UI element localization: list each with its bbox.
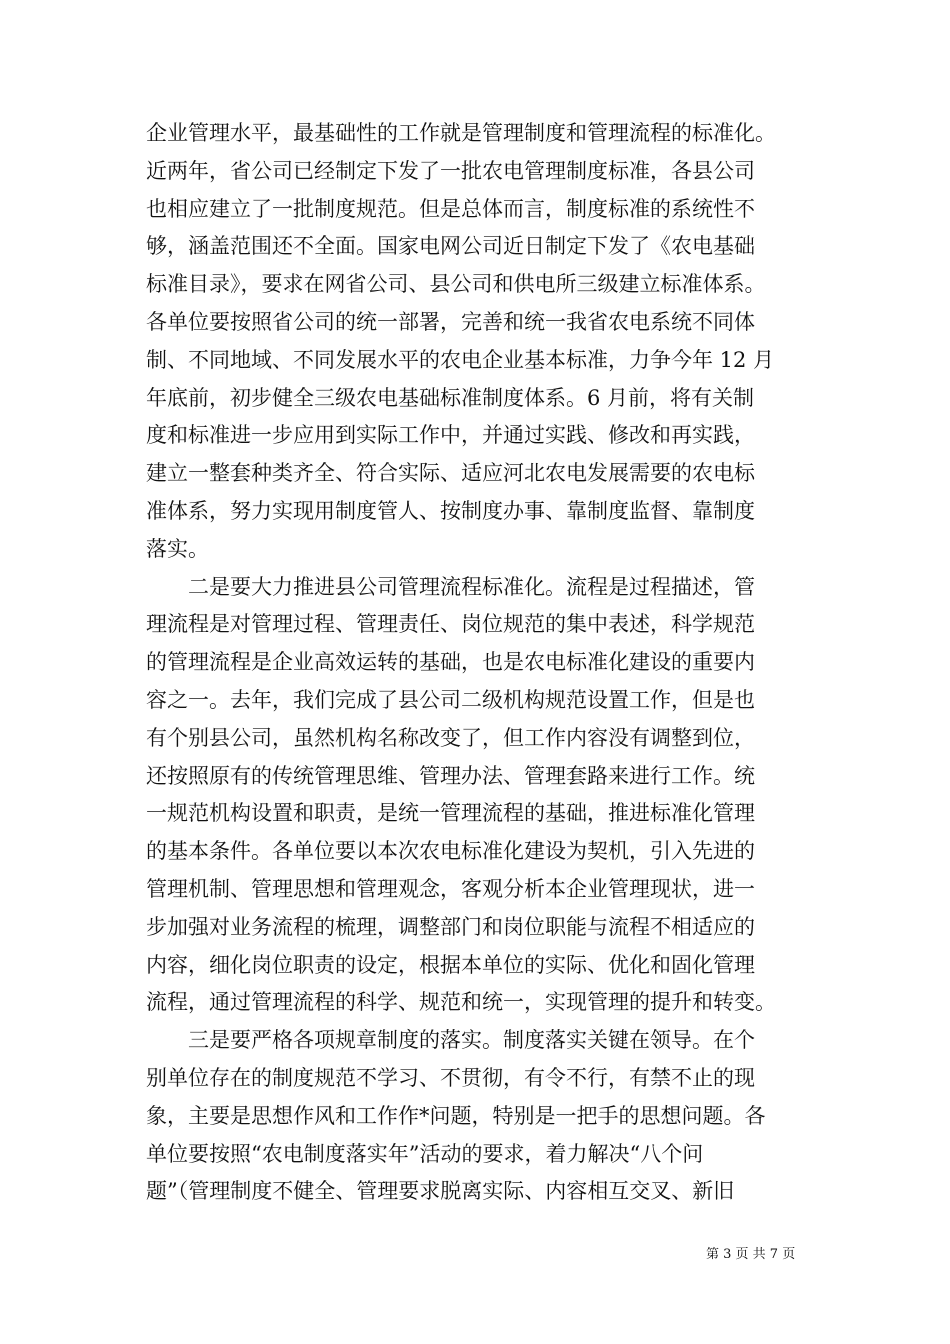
text-line: 题”（管理制度不健全、管理要求脱离实际、内容相互交叉、新旧: [146, 1179, 735, 1204]
text-line: 容之一。去年，我们完成了县公司二级机构规范设置工作，但是也: [146, 687, 755, 712]
text-line: 准体系，努力实现用制度管人、按制度办事、靠制度监督、靠制度: [146, 498, 755, 523]
text-line: 够，涵盖范围还不全面。国家电网公司近日制定下发了《农电基础: [146, 234, 755, 259]
text-line: 流程，通过管理流程的科学、规范和统一，实现管理的提升和转变。: [146, 990, 776, 1015]
text-line: 管理机制、管理思想和管理观念，客观分析本企业管理现状，进一: [146, 876, 755, 901]
text-line: 一规范机构设置和职责，是统一管理流程的基础，推进标准化管理: [146, 801, 755, 826]
text-line: 别单位存在的制度规范不学习、不贯彻，有令不行，有禁不止的现: [146, 1065, 755, 1090]
text-line: 单位要按照“农电制度落实年”活动的要求，着力解决“八个问: [146, 1141, 704, 1166]
text-line: 象，主要是思想作风和工作作*问题，特别是一把手的思想问题。各: [146, 1103, 766, 1128]
text-line: 也相应建立了一批制度规范。但是总体而言，制度标准的系统性不: [146, 196, 755, 221]
text-line: 企业管理水平，最基础性的工作就是管理制度和管理流程的标准化。: [146, 121, 776, 145]
text-line: 内容，细化岗位职责的设定，根据本单位的实际、优化和固化管理: [146, 952, 755, 977]
text-line: 近两年，省公司已经制定下发了一批农电管理制度标准，各县公司: [146, 158, 755, 183]
text-line: 的基本条件。各单位要以本次农电标准化建设为契机，引入先进的: [146, 839, 755, 864]
page-number-footer: 第 3 页 共 7 页: [706, 1247, 796, 1262]
text-line: 制、不同地域、不同发展水平的农电企业基本标准，力争今年 12 月: [146, 347, 775, 372]
text-line: 的管理流程是企业高效运转的基础，也是农电标准化建设的重要内: [146, 650, 755, 675]
text-line: 有个别县公司，虽然机构名称改变了，但工作内容没有调整到位，: [146, 725, 755, 750]
text-line: 度和标准进一步应用到实际工作中，并通过实践、修改和再实践，: [146, 423, 755, 448]
text-line: 落实。: [146, 536, 209, 561]
paragraph-start-line: 三是要严格各项规章制度的落实。制度落实关键在领导。在个: [188, 1028, 755, 1053]
text-line: 标准目录》，要求在网省公司、县公司和供电所三级建立标准体系。: [146, 272, 766, 297]
text-line: 各单位要按照省公司的统一部署，完善和统一我省农电系统不同体: [146, 309, 755, 334]
text-line: 建立一整套种类齐全、符合实际、适应河北农电发展需要的农电标: [146, 461, 755, 486]
paragraph-start-line: 二是要大力推进县公司管理流程标准化。流程是过程描述，管: [188, 574, 755, 599]
text-line: 年底前，初步健全三级农电基础标准制度体系。6 月前，将有关制: [146, 385, 755, 410]
text-line: 步加强对业务流程的梳理，调整部门和岗位职能与流程不相适应的: [146, 914, 755, 939]
text-line: 理流程是对管理过程、管理责任、岗位规范的集中表述，科学规范: [146, 612, 755, 637]
body-text: [146, 115, 826, 1211]
text-line: 还按照原有的传统管理思维、管理办法、管理套路来进行工作。统: [146, 763, 755, 788]
